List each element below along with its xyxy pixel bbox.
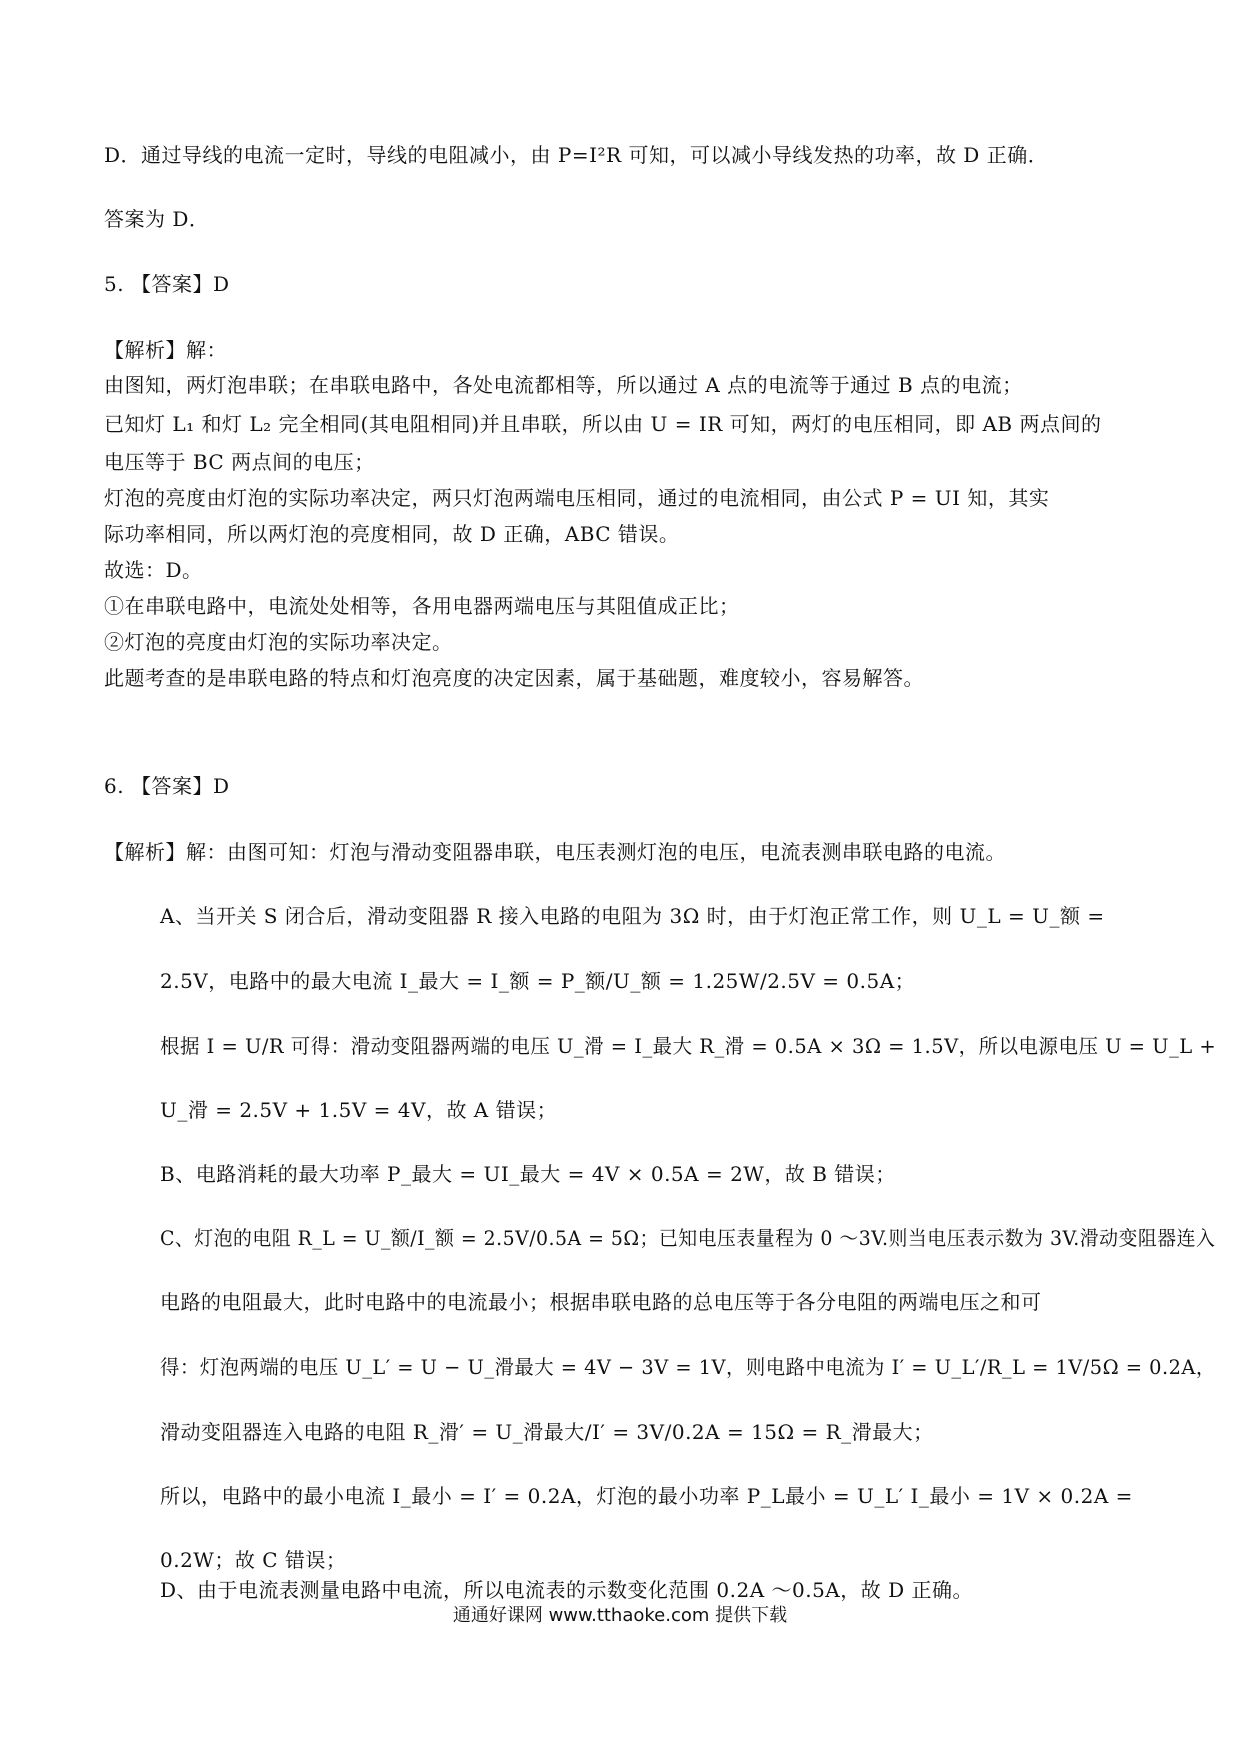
text-line: 此题考查的是串联电路的特点和灯泡亮度的决定因素，属于基础题，难度较小，容易解答。 <box>104 666 924 690</box>
text-line: 已知灯 L₁ 和灯 L₂ 完全相同(其电阻相同)并且串联，所以由 U = IR 可知，两灯的电压相同，即 AB 两点间的 <box>104 412 1102 436</box>
text-line: 5. 【答案】D <box>104 272 230 296</box>
text-line: 答案为 D． <box>104 207 210 231</box>
text-line: 6. 【答案】D <box>104 774 230 798</box>
text-line: A、当开关 S 闭合后，滑动变阻器 R 接入电路的电阻为 3Ω 时，由于灯泡正常工作，则 U_L = U_额 = <box>160 904 1105 928</box>
text-line: 所以，电路中的最小电流 I_最小 = I′ = 0.2A，灯泡的最小功率 P_L最小 = U_L′ I_最小 = 1V × 0.2A = <box>160 1484 1133 1508</box>
text-line: ②灯泡的亮度由灯泡的实际功率决定。 <box>104 630 453 654</box>
page-footer: 通通好课网 www.tthaoke.com 提供下载 <box>452 1605 788 1626</box>
text-line: 2.5V，电路中的最大电流 I_最大 = I_额 = P_额/U_额 = 1.25W/2.5V = 0.5A； <box>160 969 916 993</box>
text-line: 电路的电阻最大，此时电路中的电流最小；根据串联电路的总电压等于各分电阻的两端电压之和可 <box>160 1290 1042 1314</box>
text-line: 得：灯泡两端的电压 U_L′ = U − U_滑最大 = 4V − 3V = 1V，则电路中电流为 I′ = U_L′/R_L = 1V/5Ω = 0.2A， <box>160 1355 1216 1379</box>
text-line: 【解析】解：由图可知：灯泡与滑动变阻器串联，电压表测灯泡的电压，电流表测串联电路的电流。 <box>104 840 1006 864</box>
text-line: 电压等于 BC 两点间的电压； <box>104 450 375 474</box>
text-line: 灯泡的亮度由灯泡的实际功率决定，两只灯泡两端电压相同，通过的电流相同，由公式 P = UI 知，其实 <box>104 486 1050 510</box>
text-line: ①在串联电路中，电流处处相等，各用电器两端电压与其阻值成正比； <box>104 594 740 618</box>
text-line: 由图知，两灯泡串联；在串联电路中，各处电流都相等，所以通过 A 点的电流等于通过 B 点的电流； <box>104 373 1023 397</box>
text-line: 0.2W；故 C 错误； <box>160 1548 347 1572</box>
text-line: 际功率相同，所以两灯泡的亮度相同，故 D 正确，ABC 错误。 <box>104 522 680 546</box>
text-line: U_滑 = 2.5V + 1.5V = 4V，故 A 错误； <box>160 1098 558 1122</box>
text-line: C、灯泡的电阻 R_L = U_额/I_额 = 2.5V/0.5A = 5Ω；已知电压表量程为 0 ～3V.则当电压表示数为 3V.滑动变阻器连入 <box>160 1226 1216 1250</box>
text-line: B、电路消耗的最大功率 P_最大 = UI_最大 = 4V × 0.5A = 2W，故 B 错误； <box>160 1162 896 1186</box>
text-line: 故选：D。 <box>104 558 203 582</box>
text-line: 【解析】解： <box>104 338 227 362</box>
text-line: 滑动变阻器连入电路的电阻 R_滑′ = U_滑最大/I′ = 3V/0.2A = 15Ω = R_滑最大； <box>160 1420 934 1444</box>
text-line: D．通过导线的电流一定时，导线的电阻减小，由 P=I²R 可知，可以减小导线发热的功率，故 D 正确． <box>104 143 1049 167</box>
text-line: 根据 I = U/R 可得：滑动变阻器两端的电压 U_滑 = I_最大 R_滑 = 0.5A × 3Ω = 1.5V，所以电源电压 U = U_L + <box>160 1034 1217 1058</box>
text-line: D、由于电流表测量电路中电流，所以电流表的示数变化范围 0.2A ～0.5A，故 D 正确。 <box>160 1578 973 1602</box>
